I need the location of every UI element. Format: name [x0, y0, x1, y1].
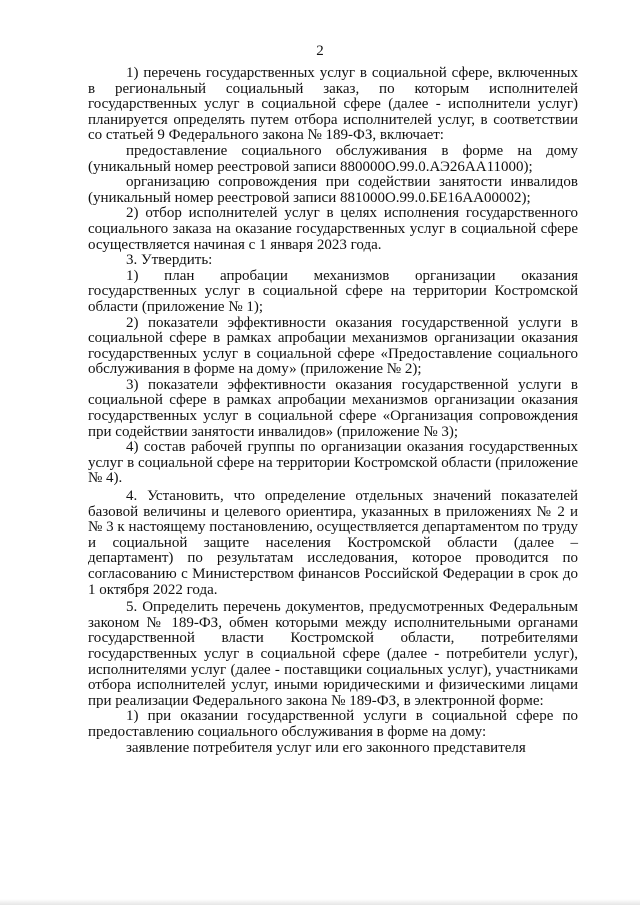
paragraph-selection-start: 2) отбор исполнителей услуг в целях исполнения государственного социального заказа на оказание государственных услуг в социальной сфере осуществляется начиная с 1 января 2023 года. [88, 205, 578, 253]
page-number: 2 [316, 43, 324, 59]
paragraph-approve-plan: 1) план апробации механизмов организации оказания государственных услуг в социальной сфере на территории Костромской области (приложение № 1); [88, 267, 578, 315]
paragraph-establish: 4. Установить, что определение отдельных значений показателей базовой величины и целевого ориентира, указанных в приложениях № 2 и № 3 к настоящему постановлению, осуществляется департаментом по труду и социальной защите населения Костромской области (далее – департамент) по результатам исследования, которое проводится по согласованию с Министерством финансов Российской Федерации в срок до 1 октября 2022 года. [88, 488, 578, 598]
paragraph-home-service: предоставление социального обслуживания в форме на дому (уникальный номер реестровой записи 880000О.99.0.АЭ26АА11000); [88, 142, 578, 175]
document-body [88, 66, 578, 756]
paragraph-home-documents: 1) при оказании государственной услуги в социальной сфере по предоставлению социального обслуживания в форме на дому: [88, 708, 578, 740]
page-bottom-edge [0, 899, 640, 905]
paragraph-employment-support: организацию сопровождения при содействии занятости инвалидов (уникальный номер реестровой записи 881000О.99.0.БЕ16АА00002); [88, 174, 578, 206]
paragraph-approve-heading: 3. Утвердить: [126, 252, 213, 269]
paragraph-services-list: 1) перечень государственных услуг в социальной сфере, включенных в региональный социальный заказ, по которым исполнителей государственных услуг в социальной сфере (далее - исполнители услуг) планируется определять путем отбора исполнителей услуг, в соответствии со статьей 9 Федерального закона № 189-ФЗ, включает: [88, 65, 578, 144]
paragraph-indicators-employment: 3) показатели эффективности оказания государственной услуги в социальной сфере в рамках апробации механизмов организации оказания государственных услуг в социальной сфере «Организация сопровождения при содействии занятости инвалидов» (приложение № 3); [88, 376, 578, 440]
paragraph-indicators-home: 2) показатели эффективности оказания государственной услуги в социальной сфере в рамках апробации механизмов организации оказания государственных услуг в социальной сфере «Предоставление социального обслуживания в форме на дому» (приложение № 2); [88, 314, 578, 378]
paragraph-application: заявление потребителя услуг или его законного представителя [126, 739, 526, 756]
paragraph-documents: 5. Определить перечень документов, предусмотренных Федеральным законом № 189-ФЗ, обмен которыми между исполнительными органами государственной власти Костромской области, потребителями государственных услуг в социальной сфере (далее - потребители услуг), исполнителями услуг (далее - поставщики социальных услуг), участниками отбора исполнителей услуг, иными юридическими и физическими лицами при реализации Федерального закона № 189-ФЗ, в электронной форме: [88, 599, 578, 709]
paragraph-working-group: 4) состав рабочей группы по организации оказания государственных услуг в социальной сфере на территории Костромской области (приложение № 4). [88, 439, 578, 487]
